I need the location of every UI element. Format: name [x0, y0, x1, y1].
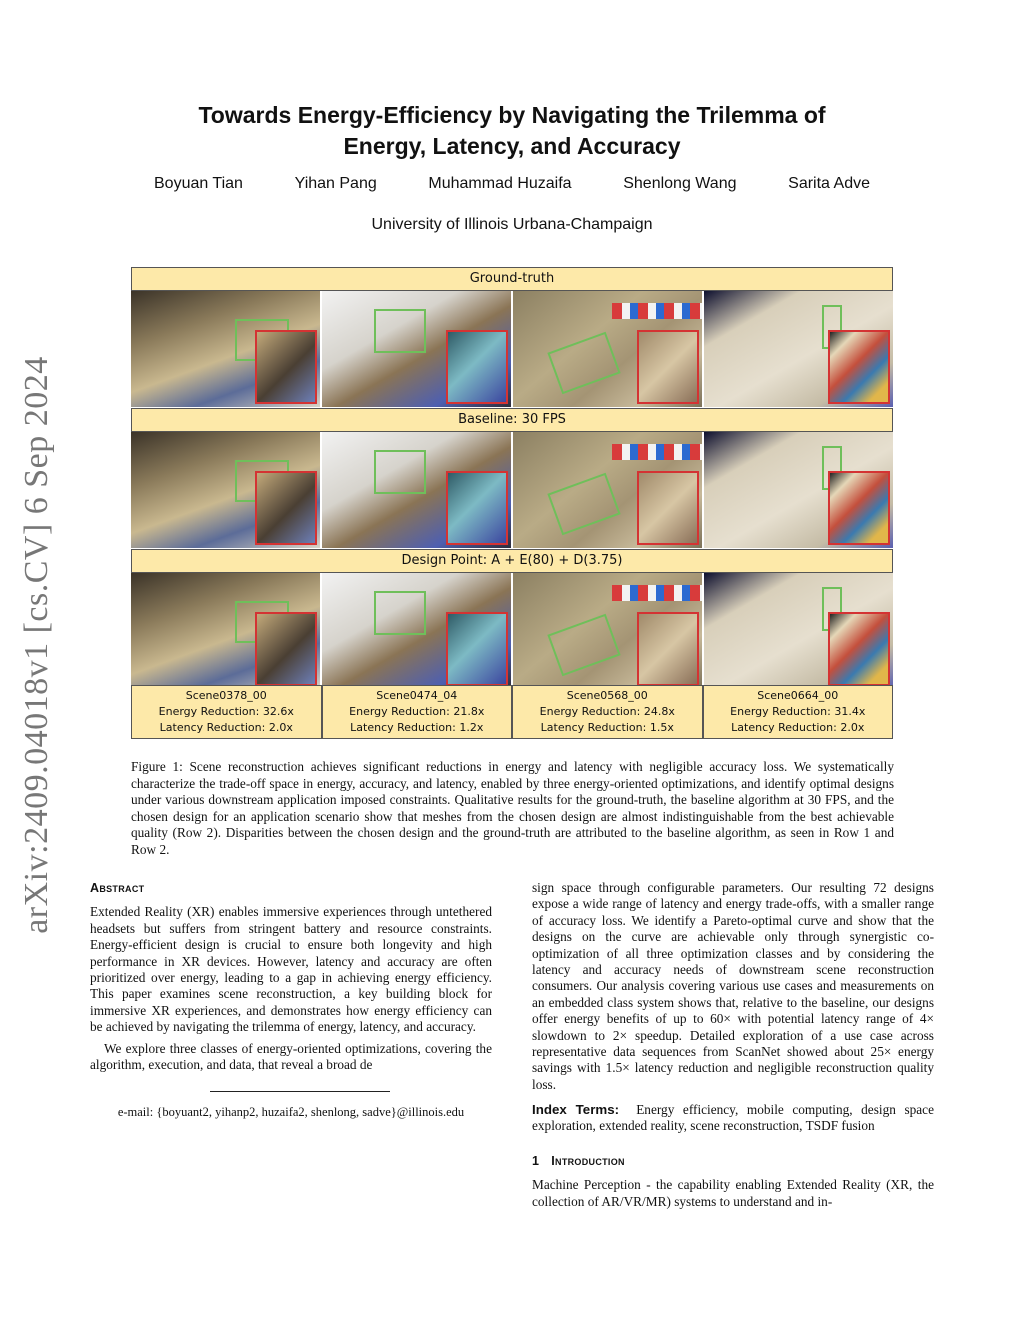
author-name: Shenlong Wang: [623, 175, 737, 192]
scene-image: [513, 573, 702, 689]
author-name: Sarita Adve: [788, 175, 870, 192]
paper-title: [130, 100, 894, 162]
title-line-2: Energy, Latency, and Accuracy: [343, 133, 681, 159]
scene-stats: Scene0378_00 Energy Reduction: 32.6x Latency Reduction: 2.0x: [131, 685, 322, 739]
section-1-heading: 1 Introduction: [532, 1153, 625, 1168]
arxiv-stamp: arXiv:2409.04018v1 [cs.CV] 6 Sep 2024: [18, 356, 55, 934]
scene-image: [513, 432, 702, 548]
scene-image: [131, 573, 320, 689]
image-row-baseline: [131, 432, 893, 548]
abstract-paragraph-1: Extended Reality (XR) enables immersive experiences through untethered headsets but suffers from stringent battery and resource constraints. Energy-efficient design is crucial to ensure both longevity and high performance in XR devices. However, latency and accuracy are often prioritized over energy, leading to a gap in achieving energy efficiency. This paper examines scene reconstruction, a key building block for immersive XR experiences, and demonstrates how energy efficiency can be achieved by navigating the trilemma of energy, latency, and accuracy.: [90, 904, 492, 1035]
author-name: Muhammad Huzaifa: [428, 175, 572, 192]
author-name: Boyuan Tian: [154, 175, 243, 192]
email-footnote: e-mail: {boyuant2, yihanp2, huzaifa2, shenlong, sadve}@illinois.edu: [117, 1104, 465, 1119]
scene-image: [322, 573, 511, 689]
footnote-rule: [210, 1091, 390, 1092]
row-label-ground-truth: Ground-truth: [131, 267, 893, 291]
row-label-design-point: Design Point: A + E(80) + D(3.75): [131, 549, 893, 573]
abstract-heading: Abstract: [90, 881, 145, 895]
scene-image: [131, 291, 320, 407]
scene-image: [704, 291, 893, 407]
scene-image: [704, 573, 893, 689]
abstract-continuation-text: sign space through configurable parameters. Our resulting 72 designs expose a wide range of latency and energy trade-offs, with a smaller range of accuracy loss. We identify a Pareto-optimal curve and show that the designs on the curve are achievable only through synergistic co-optimization of all three optimization classes and by considering the latency and accuracy needs of downstream scene reconstruction consumers. Our analysis covering various use cases and measurements on an embedded class system shows that, relative to the baseline, our designs offer energy benefits of up to 60× with potential latency range of 4× slowdown to 2× speedup. Detailed exploration of a use case across representative data sequences from ScanNet showed about 25× energy savings with 1.5× latency reduction and negligible reconstruction quality loss.: [532, 880, 934, 1092]
title-line-1: Towards Energy-Efficiency by Navigating the Trilemma of: [198, 102, 826, 128]
scene-stats: Scene0474_04 Energy Reduction: 21.8x Latency Reduction: 1.2x: [322, 685, 513, 739]
figure-caption: Figure 1: Scene reconstruction achieves significant reductions in energy and latency with negligible accuracy loss. We systematically characterize the trade-off space in energy, accuracy, and latency, enabled by three energy-oriented optimizations, and identify optimal designs under various downstream application imposed constraints. Qualitative results for the ground-truth, the baseline algorithm at 30 FPS, and the chosen design for an application scenario show that meshes from the chosen design are almost indistinguishable from the best achievable quality (Row 2). Disparities between the chosen design and the ground-truth are attributed to the baseline algorithm, as seen in Row 1 and Row 2.: [131, 759, 894, 857]
image-row-design-point: [131, 573, 893, 689]
abstract-continuation: [532, 880, 934, 1093]
scene-image: [513, 291, 702, 407]
right-column: [532, 880, 934, 1210]
scene-stats: Scene0568_00 Energy Reduction: 24.8x Latency Reduction: 1.5x: [512, 685, 703, 739]
author-name: Yihan Pang: [294, 175, 377, 192]
row-label-baseline: Baseline: 30 FPS: [131, 408, 893, 432]
scene-image: [704, 432, 893, 548]
scene-image: [322, 291, 511, 407]
scene-image: [322, 432, 511, 548]
affiliation: University of Illinois Urbana-Champaign: [371, 216, 653, 233]
abstract-paragraph-2: [90, 1041, 492, 1074]
intro-paragraph: Machine Perception - the capability enabling Extended Reality (XR, the collection of AR/VR/MR) systems to understand and in-: [532, 1177, 934, 1209]
scene-stats-row: [131, 685, 893, 739]
left-column: [90, 880, 492, 1120]
index-terms: Index Terms: Energy efficiency, mobile computing, design space exploration, extended reality, scene reconstruction, TSDF fusion: [532, 1102, 934, 1134]
scene-image: [131, 432, 320, 548]
figure-1: [131, 267, 893, 740]
scene-stats: Scene0664_00 Energy Reduction: 31.4x Latency Reduction: 2.0x: [703, 685, 894, 739]
image-row-ground-truth: [131, 291, 893, 407]
author-list: [130, 175, 894, 193]
abstract-paragraph-2-text: We explore three classes of energy-oriented optimizations, covering the algorithm, execution, and data, that reveal a broad de: [90, 1040, 492, 1073]
